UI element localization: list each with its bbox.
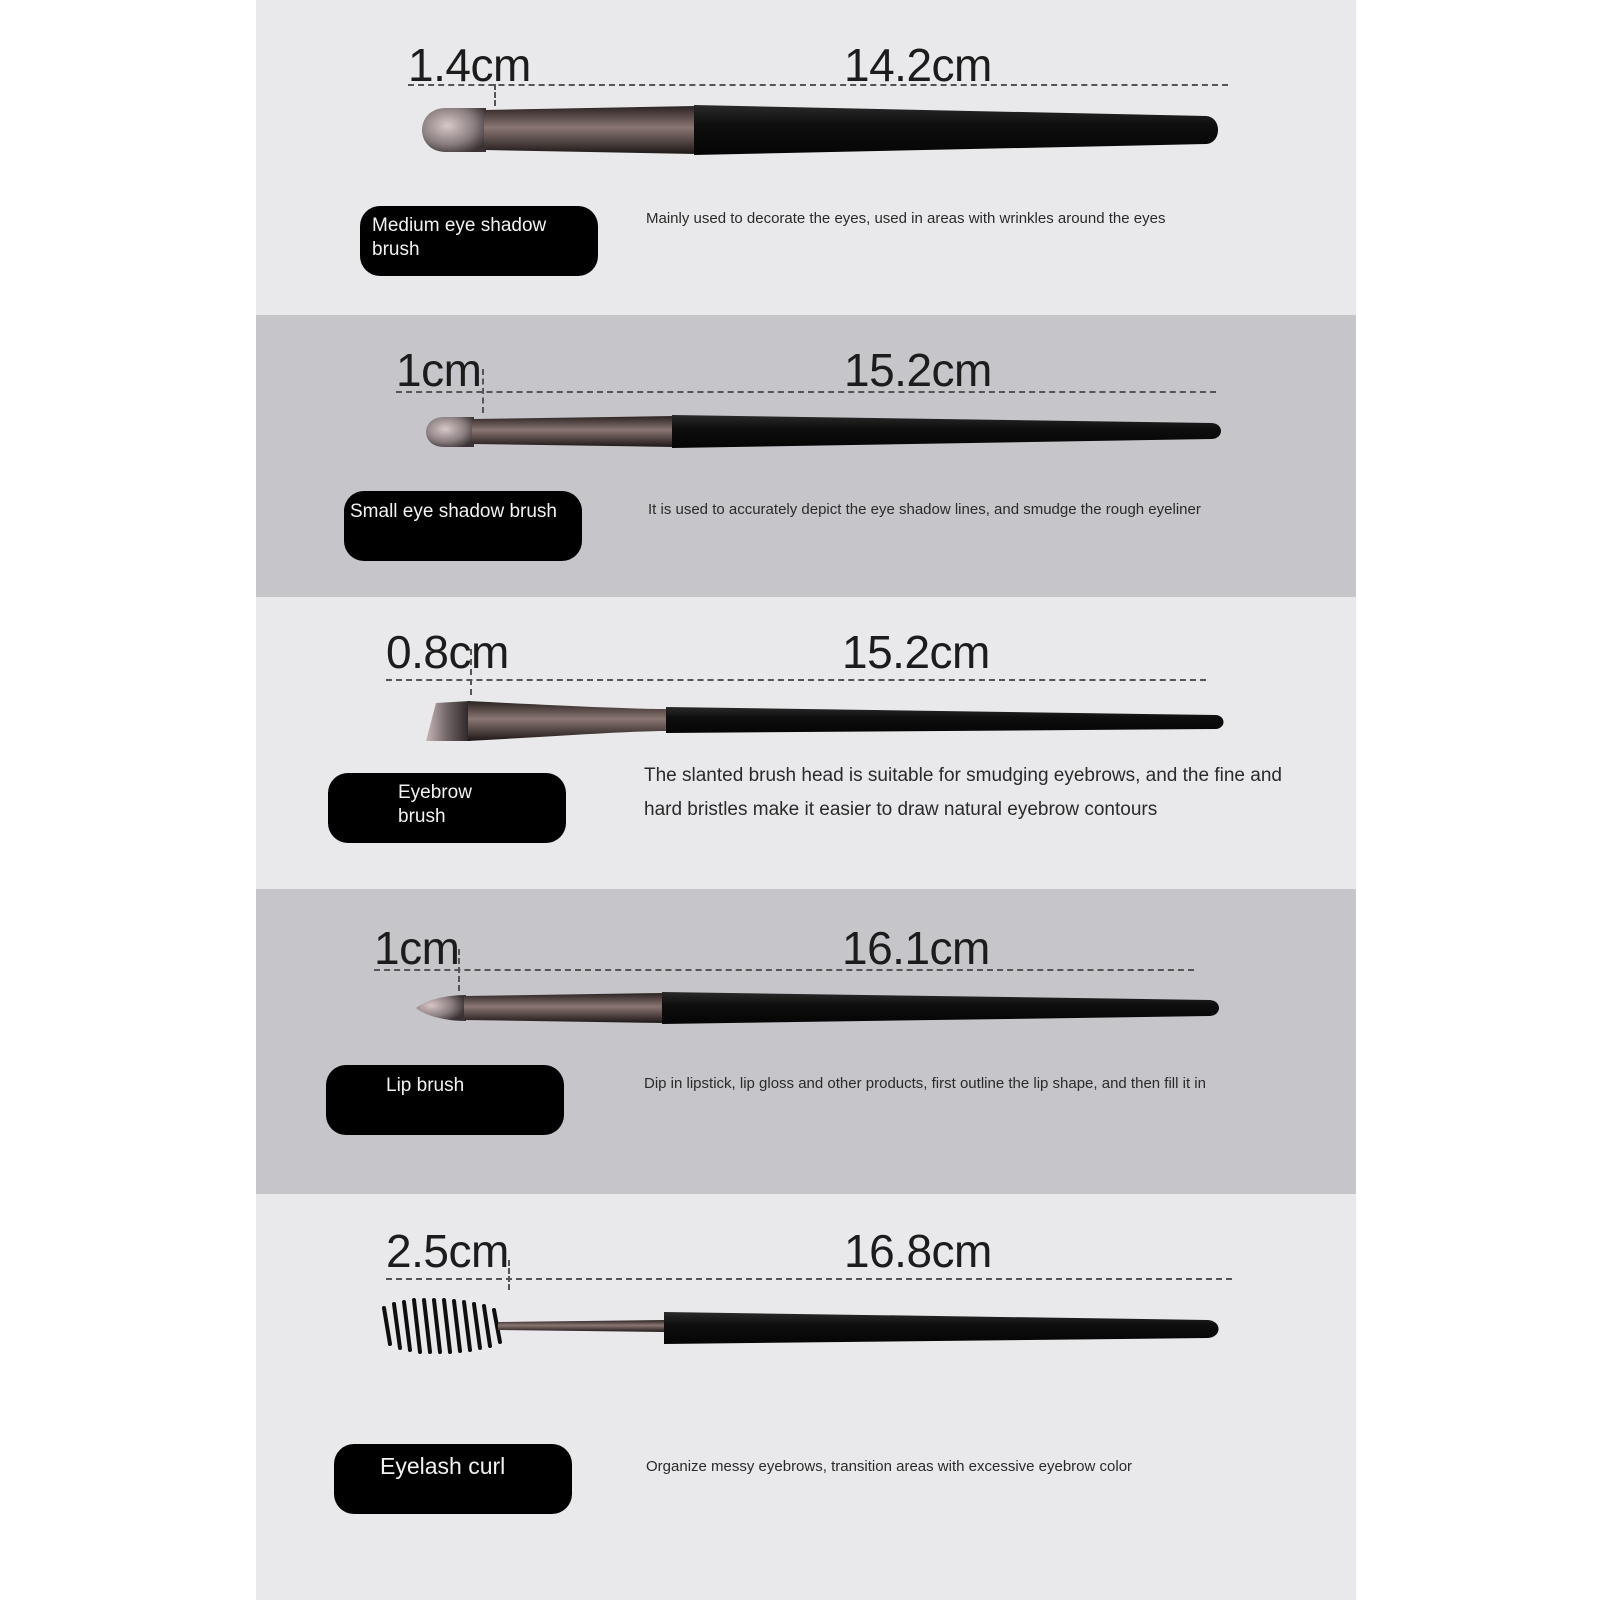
brush-bristles (422, 108, 486, 152)
product-board (256, 0, 1356, 1600)
brush-handle (664, 1312, 1219, 1344)
brush-name-pill: Small eye shadow brush (344, 491, 582, 561)
brush-description: It is used to accurately depict the eye shadow lines, and smudge the rough eyeliner (648, 501, 1201, 518)
brush-handle (666, 707, 1224, 733)
brush-bristles (426, 701, 470, 741)
brush-section-medium-eye-shadow (256, 0, 1356, 315)
head-length-label: 2.5cm (386, 1225, 509, 1277)
brush-handle (672, 415, 1221, 448)
brush-handle (694, 105, 1218, 155)
brush-bristles (426, 417, 474, 447)
brush-description: The slanted brush head is suitable for smudging eyebrows, and the fine and hard bristles make it easier to draw natural eyebrow contours (644, 765, 1282, 820)
brush-section-small-eye-shadow (256, 315, 1356, 597)
brush-name-pill: Medium eye shadow brush (360, 206, 598, 276)
head-length-label: 1.4cm (408, 39, 531, 91)
brush-ferrule (498, 1320, 666, 1332)
lip-brush-image (414, 989, 1234, 1029)
brush-ferrule (468, 701, 668, 741)
medium-eye-shadow-brush-image (416, 100, 1246, 160)
head-marker-tick (458, 949, 460, 991)
brush-description: Mainly used to decorate the eyes, used in areas with wrinkles around the eyes (646, 210, 1166, 227)
brush-name-pill: Lip brush (326, 1065, 564, 1135)
head-length-label: 1cm (396, 344, 482, 396)
brush-bristles (416, 995, 466, 1021)
small-eye-shadow-brush-image (422, 411, 1242, 451)
head-marker-tick (482, 369, 484, 413)
brush-section-eyebrow (256, 597, 1356, 889)
head-marker-tick (508, 1260, 510, 1290)
brush-description: Organize messy eyebrows, transition areas with excessive eyebrow color (646, 1458, 1133, 1475)
brush-ferrule (472, 416, 674, 447)
brush-ferrule (464, 993, 664, 1023)
brush-handle (662, 992, 1219, 1024)
brush-section-eyelash-curl (256, 1194, 1356, 1600)
brush-section-lip (256, 889, 1356, 1194)
length-dashed-line (386, 1278, 1232, 1280)
head-marker-tick (470, 649, 472, 695)
length-dashed-line (374, 969, 1194, 971)
eyelash-curl-spoolie-image (378, 1298, 1238, 1354)
brush-name-pill: Eyebrow brush (328, 773, 566, 843)
total-length-label: 16.8cm (844, 1225, 992, 1277)
spoolie-bristles (384, 1300, 500, 1352)
length-dashed-line (396, 391, 1216, 393)
brush-ferrule (484, 106, 696, 154)
total-length-label: 15.2cm (842, 626, 990, 678)
length-dashed-line (386, 679, 1206, 681)
total-length-label: 16.1cm (842, 922, 990, 974)
head-length-label: 0.8cm (386, 626, 509, 678)
length-dashed-line (408, 84, 1228, 86)
total-length-label: 15.2cm (844, 344, 992, 396)
eyebrow-brush-image (426, 697, 1246, 747)
head-length-label: 1cm (374, 922, 460, 974)
brush-name-pill: Eyelash curl (334, 1444, 572, 1514)
brush-description: Dip in lipstick, lip gloss and other products, first outline the lip shape, and then fill it in (644, 1075, 1206, 1092)
total-length-label: 14.2cm (844, 39, 992, 91)
